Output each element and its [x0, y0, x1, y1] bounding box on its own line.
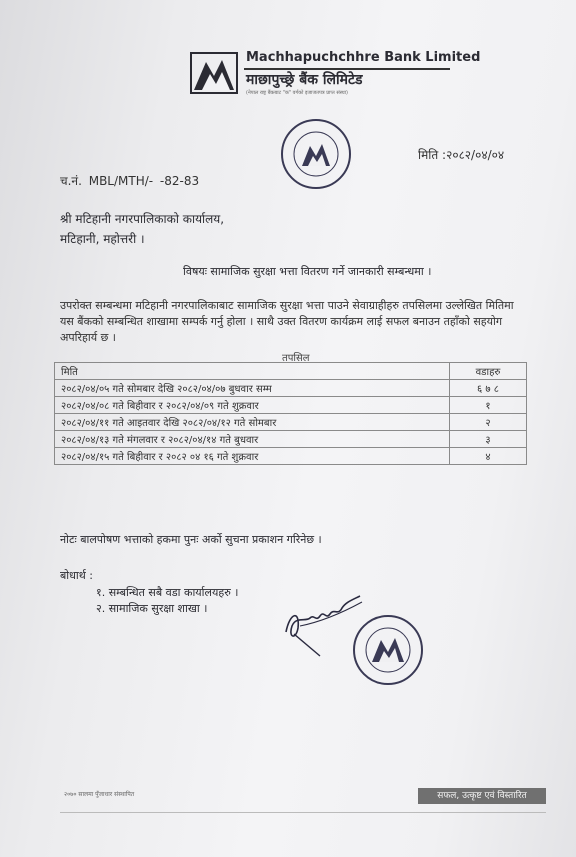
header-wards: वडाहरु [450, 363, 527, 380]
row-date: २०८२/०४/११ गते आइतवार देखि २०८२/०४/१२ गते सोमबार [55, 414, 450, 431]
row-wards: २ [450, 414, 527, 431]
letter-date: मिति :२०८२/०४/०४ [418, 148, 505, 162]
table-row [55, 448, 527, 465]
header-date: मिति [55, 363, 450, 380]
schedule-title: तपसिल [282, 353, 310, 364]
letter-subject: विषयः सामाजिक सुरक्षा भत्ता वितरण गर्ने जानकारी सम्बन्धमा । [183, 265, 432, 278]
bank-stamp-top [280, 118, 352, 190]
bank-name-english: Machhapuchchhre Bank Limited [246, 50, 481, 65]
cc-item: २. सामाजिक सुरक्षा शाखा । [96, 602, 208, 615]
row-date: २०८२/०४/१३ गते मंगलवार र २०८२/०४/१४ गते बुधवार [55, 431, 450, 448]
cc-title: बोधार्थ : [60, 569, 93, 582]
row-wards: १ [450, 397, 527, 414]
bank-logo [190, 52, 238, 94]
row-date: २०८२/०४/०५ गते सोमबार देखि २०८२/०४/०७ बुधवार सम्म [55, 380, 450, 397]
footer-established: २०७० सालमा पुँजाधार संस्थापित [64, 791, 135, 798]
bank-stamp-bottom [352, 614, 424, 686]
bank-name-nepali: माछापुच्छ्रे बैंक लिमिटेड [246, 72, 363, 88]
letter-body: उपरोक्त सम्बन्धमा मटिहानी नगरपालिकाबाट सामाजिक सुरक्षा भत्ता पाउने सेवाग्राहीहरु तपसिलमा उल्लेखित मितिमा यस बैंकको सम्बन्धित शाखामा सम्पर्क गर्नु होला । साथै उक्त वितरण कार्यक्रम लाई सफल बनाउन तहाँको सहयोग अपरिहार्य छ । [60, 299, 514, 344]
addressee-line-2: मटिहानी, महोत्तरी । [60, 232, 145, 246]
bank-tagline: (नेपाल राष्ट्र बैंकबाट "क" वर्गको इजाजतपत्र प्राप्त संस्था) [246, 90, 348, 96]
schedule-table [54, 362, 527, 465]
footer-divider [60, 812, 546, 813]
row-wards: ३ [450, 431, 527, 448]
cc-item: १. सम्बन्धित सबै वडा कार्यालयहरु । [96, 586, 239, 599]
table-row [55, 431, 527, 448]
addressee-line-1: श्री मटिहानी नगरपालिकाको कार्यालय, [60, 212, 225, 226]
table-header-row [55, 363, 527, 380]
reference-number: च.नं. MBL/MTH/- -82-83 [60, 174, 200, 188]
footer-slogan: सफल, उत्कृष्ट एवं विस्तारित [418, 788, 546, 804]
note-text: नोटः बालपोषण भत्ताको हकमा पुनः अर्को सुचना प्रकाशन गरिनेछ । [60, 533, 322, 546]
row-wards: ४ [450, 448, 527, 465]
row-wards: ६ ७ ८ [450, 380, 527, 397]
row-date: २०८२/०४/०८ गते बिहीवार र २०८२/०४/०९ गते शुक्रवार [55, 397, 450, 414]
table-row [55, 380, 527, 397]
table-row [55, 397, 527, 414]
table-row [55, 414, 527, 431]
row-date: २०८२/०४/१५ गते बिहीवार र २०८२ ०४ १६ गते शुक्रवार [55, 448, 450, 465]
